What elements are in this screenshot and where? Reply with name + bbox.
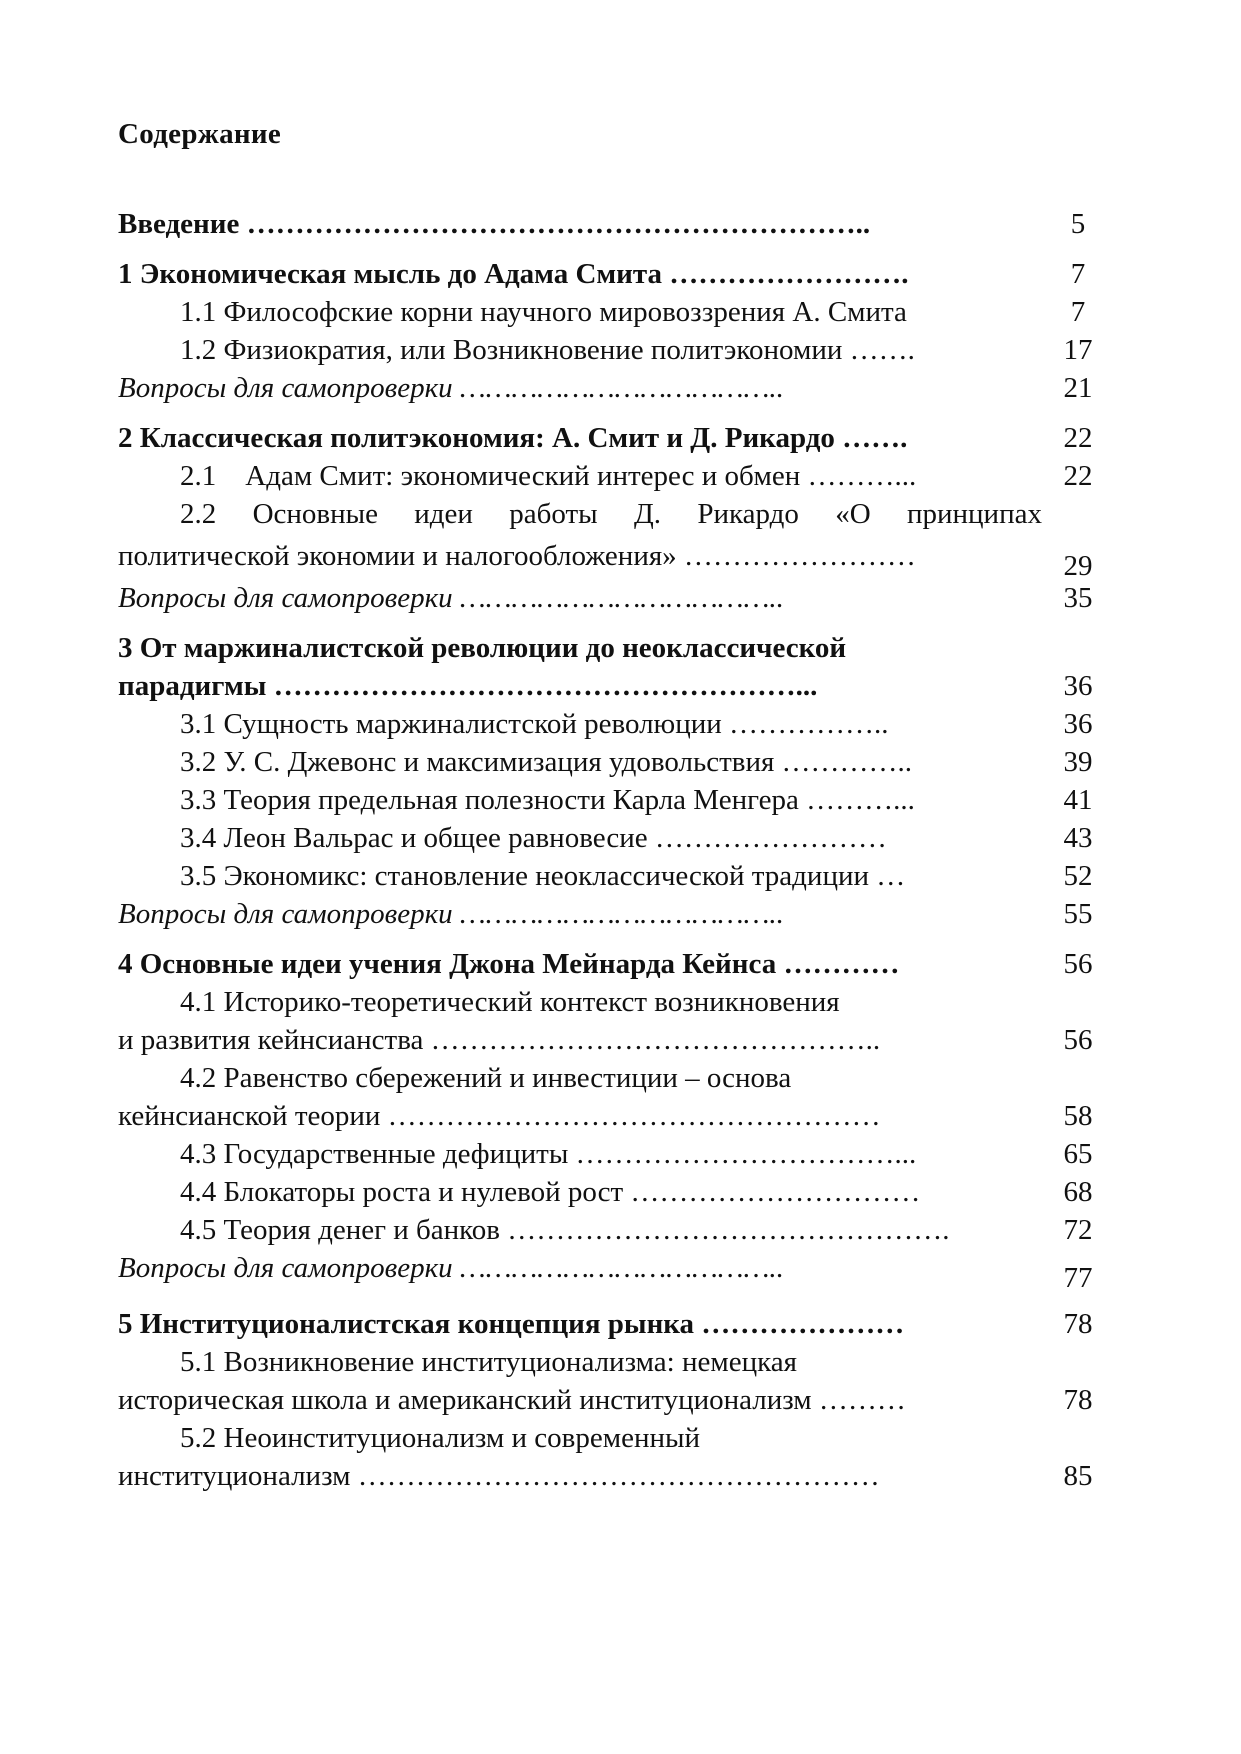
toc-page-number: 7 bbox=[1070, 296, 1086, 328]
toc-page-number: 52 bbox=[1063, 860, 1093, 892]
toc-chapter-title: 5 Институционалистская концепция рынка ………………… bbox=[118, 1308, 905, 1340]
toc-section-4-1[interactable] bbox=[118, 983, 1118, 1059]
toc-section-text: историческая школа и американский институционализм ……… bbox=[118, 1384, 906, 1416]
toc-word: «О bbox=[835, 498, 871, 530]
toc-page-number: 5 bbox=[1070, 208, 1086, 240]
toc-questions-text: Вопросы для самопроверки ……………………………….. bbox=[118, 372, 784, 404]
toc-page-number: 41 bbox=[1063, 784, 1093, 816]
toc-page-number: 68 bbox=[1063, 1176, 1093, 1208]
toc-section-4-3[interactable] bbox=[118, 1135, 1118, 1173]
toc-page-number: 78 bbox=[1063, 1384, 1093, 1416]
toc-title: Содержание bbox=[118, 118, 282, 150]
toc-chapter-title: парадигмы ………………………………………………... bbox=[118, 670, 818, 702]
table-of-contents bbox=[118, 205, 1118, 1495]
toc-section-3-5[interactable] bbox=[118, 857, 1118, 895]
toc-section-text: 5.2 Неоинституционализм и современный bbox=[180, 1422, 701, 1454]
toc-section-text: и развития кейнсианства ……………………………………….. bbox=[118, 1024, 881, 1056]
toc-chapter-title: 4 Основные идеи учения Джона Мейнарда Кейнса ………… bbox=[118, 948, 900, 980]
toc-section-text: 4.3 Государственные дефициты ……………………………... bbox=[180, 1138, 917, 1170]
toc-page-number: 7 bbox=[1070, 258, 1086, 290]
toc-page-number: 43 bbox=[1063, 822, 1093, 854]
toc-questions-text: Вопросы для самопроверки ……………………………….. bbox=[118, 582, 784, 614]
toc-page-number: 36 bbox=[1063, 670, 1093, 702]
toc-section-text: 4.1 Историко-теоретический контекст возникновения bbox=[180, 986, 840, 1018]
toc-questions-3[interactable] bbox=[118, 895, 1118, 933]
toc-section-line-2 bbox=[118, 537, 1118, 582]
toc-section-4-5[interactable] bbox=[118, 1211, 1118, 1249]
toc-section-line-2 bbox=[118, 1021, 1118, 1059]
toc-word: идеи bbox=[414, 498, 473, 530]
toc-page-number: 17 bbox=[1063, 334, 1093, 366]
toc-section-text: 1.1 Философские корни научного мировоззрения А. Смита bbox=[180, 296, 907, 328]
toc-section-line-1 bbox=[118, 1419, 1118, 1457]
toc-page-number: 55 bbox=[1063, 898, 1093, 930]
toc-section-text: 1.2 Физиократия, или Возникновение политэкономии ……. bbox=[180, 334, 915, 366]
toc-page-number: 22 bbox=[1063, 422, 1093, 454]
toc-chapter-2[interactable] bbox=[118, 419, 1118, 457]
toc-page-number: 36 bbox=[1063, 708, 1093, 740]
toc-chapter-title: 2 Классическая политэкономия: А. Смит и Д. Рикардо ……. bbox=[118, 422, 908, 454]
toc-section-line-1 bbox=[118, 1059, 1118, 1097]
toc-section-line-2 bbox=[118, 1381, 1118, 1419]
toc-section-line-1 bbox=[118, 1343, 1118, 1381]
toc-page-number: 21 bbox=[1063, 372, 1093, 404]
toc-section-text: 3.1 Сущность маржиналистской революции …………….. bbox=[180, 708, 889, 740]
toc-page-number: 77 bbox=[1063, 1262, 1093, 1294]
toc-section-3-2[interactable] bbox=[118, 743, 1118, 781]
toc-section-text: политической экономии и налогообложения» …………………… bbox=[118, 540, 916, 572]
toc-page-number: 58 bbox=[1063, 1100, 1093, 1132]
toc-page-number: 85 bbox=[1063, 1460, 1093, 1492]
toc-page-number: 39 bbox=[1063, 746, 1093, 778]
toc-questions-text: Вопросы для самопроверки ……………………………….. bbox=[118, 1252, 784, 1284]
toc-section-text: 2.1 Адам Смит: экономический интерес и обмен ………... bbox=[180, 460, 917, 492]
toc-chapter-title: 1 Экономическая мысль до Адама Смита ……………………. bbox=[118, 258, 909, 290]
toc-section-5-1[interactable] bbox=[118, 1343, 1118, 1419]
toc-section-text: кейнсианской теории …………………………………………… bbox=[118, 1100, 881, 1132]
toc-word: Д. bbox=[633, 498, 662, 530]
toc-chapter-5[interactable] bbox=[118, 1305, 1118, 1343]
toc-page-number: 22 bbox=[1063, 460, 1093, 492]
toc-section-2-2[interactable] bbox=[118, 495, 1118, 582]
toc-page-number: 56 bbox=[1063, 948, 1093, 980]
toc-chapter-3[interactable] bbox=[118, 629, 1118, 705]
toc-questions-1[interactable] bbox=[118, 369, 1118, 407]
toc-page-number: 65 bbox=[1063, 1138, 1093, 1170]
toc-word: работы bbox=[509, 498, 598, 530]
toc-entry-intro[interactable] bbox=[118, 205, 1118, 243]
toc-page-number: 56 bbox=[1063, 1024, 1093, 1056]
toc-section-3-1[interactable] bbox=[118, 705, 1118, 743]
toc-section-text: 4.4 Блокаторы роста и нулевой рост ………………………… bbox=[180, 1176, 921, 1208]
toc-section-3-3[interactable] bbox=[118, 781, 1118, 819]
toc-section-text: 3.2 У. С. Джевонс и максимизация удовольствия ………….. bbox=[180, 746, 913, 778]
toc-section-text: 3.5 Экономикс: становление неоклассической традиции … bbox=[180, 860, 906, 892]
toc-chapter-4[interactable] bbox=[118, 945, 1118, 983]
toc-section-text: 3.3 Теория предельная полезности Карла Менгера ………... bbox=[180, 784, 915, 816]
toc-section-4-2[interactable] bbox=[118, 1059, 1118, 1135]
toc-section-text: 5.1 Возникновение институционализма: немецкая bbox=[180, 1346, 797, 1378]
toc-word: принципах bbox=[906, 498, 1042, 530]
toc-chapter-1[interactable] bbox=[118, 255, 1118, 293]
toc-section-5-2[interactable] bbox=[118, 1419, 1118, 1495]
toc-word: Основные bbox=[252, 498, 378, 530]
toc-page-number: 78 bbox=[1063, 1308, 1093, 1340]
toc-entry-text: Введение ……………………………………………………….. bbox=[118, 208, 871, 240]
toc-section-text: 4.5 Теория денег и банков ………………………………………. bbox=[180, 1214, 950, 1246]
toc-section-text: 3.4 Леон Вальрас и общее равновесие …………………… bbox=[180, 822, 887, 854]
toc-section-2-1[interactable] bbox=[118, 457, 1118, 495]
toc-section-line-1 bbox=[118, 495, 1118, 537]
toc-section-1-1[interactable] bbox=[118, 293, 1118, 331]
toc-section-line-2 bbox=[118, 1097, 1118, 1135]
toc-section-text: институционализм ……………………………………………… bbox=[118, 1460, 880, 1492]
toc-page-number: 29 bbox=[1063, 550, 1093, 582]
toc-chapter-title-line-2 bbox=[118, 667, 1118, 705]
toc-section-line-1 bbox=[118, 983, 1118, 1021]
toc-page-number: 35 bbox=[1063, 582, 1093, 614]
toc-word: Рикардо bbox=[697, 498, 799, 530]
toc-questions-4[interactable] bbox=[118, 1249, 1118, 1294]
toc-word: 2.2 bbox=[180, 498, 217, 530]
toc-section-1-2[interactable] bbox=[118, 331, 1118, 369]
toc-section-line-2 bbox=[118, 1457, 1118, 1495]
toc-questions-text: Вопросы для самопроверки ……………………………….. bbox=[118, 898, 784, 930]
toc-chapter-title: 3 От маржиналистской революции до неоклассической bbox=[118, 632, 847, 664]
toc-section-4-4[interactable] bbox=[118, 1173, 1118, 1211]
toc-chapter-title-line-1 bbox=[118, 629, 1118, 667]
toc-section-3-4[interactable] bbox=[118, 819, 1118, 857]
toc-page-number: 72 bbox=[1063, 1214, 1093, 1246]
toc-questions-2[interactable] bbox=[118, 579, 1118, 617]
toc-section-text: 4.2 Равенство сбережений и инвестиции – основа bbox=[180, 1062, 792, 1094]
